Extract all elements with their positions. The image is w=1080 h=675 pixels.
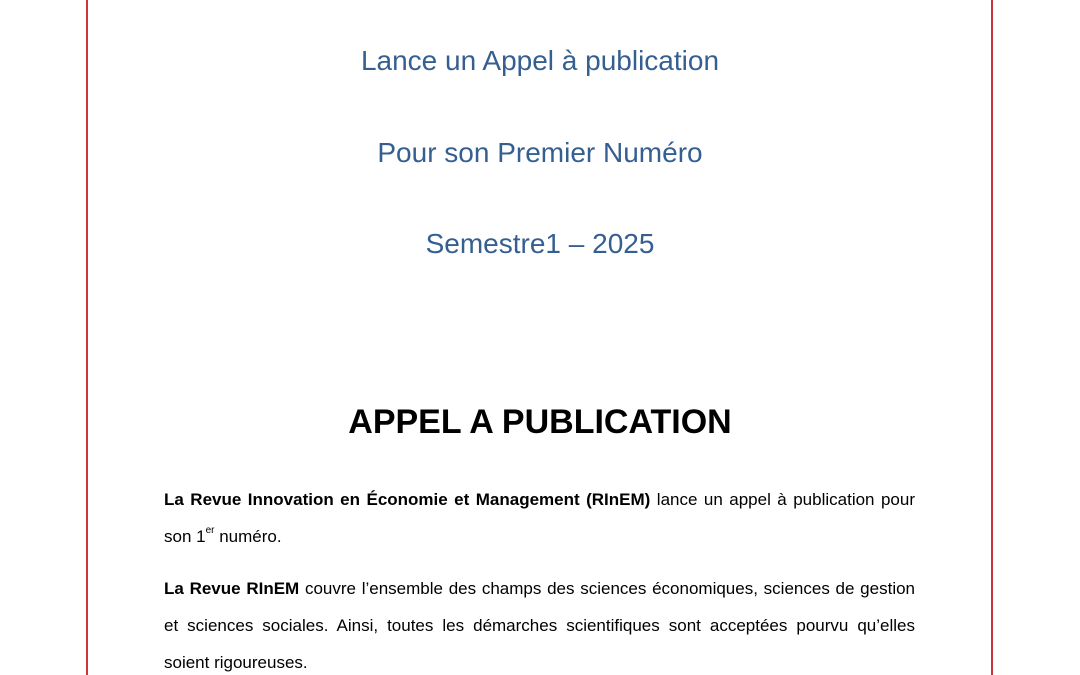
ordinal-suffix: er — [205, 525, 215, 536]
scope-text: couvre l’ensemble des champs des sciences économiques, sciences de gestion et sciences sociales. Ainsi, toutes les démarches scientifiques sont acceptées pourvu qu’elles soient rigoureuses. — [164, 579, 916, 672]
scope-paragraph — [164, 570, 915, 675]
page-heading: APPEL A PUBLICATION — [348, 403, 732, 441]
intro-paragraph — [164, 481, 915, 555]
semester-line: Semestre1 – 2025 — [425, 228, 655, 259]
intro-end: numéro. — [214, 527, 282, 546]
issue-line: Pour son Premier Numéro — [377, 137, 703, 168]
journal-name: La Revue Innovation en Économie et Management (RInEM) — [164, 490, 651, 509]
journal-short-name: La Revue RInEM — [164, 579, 300, 598]
intro-text: lance un appel à publication pour son 1 — [164, 490, 915, 546]
call-line: Lance un Appel à publication — [360, 45, 720, 76]
